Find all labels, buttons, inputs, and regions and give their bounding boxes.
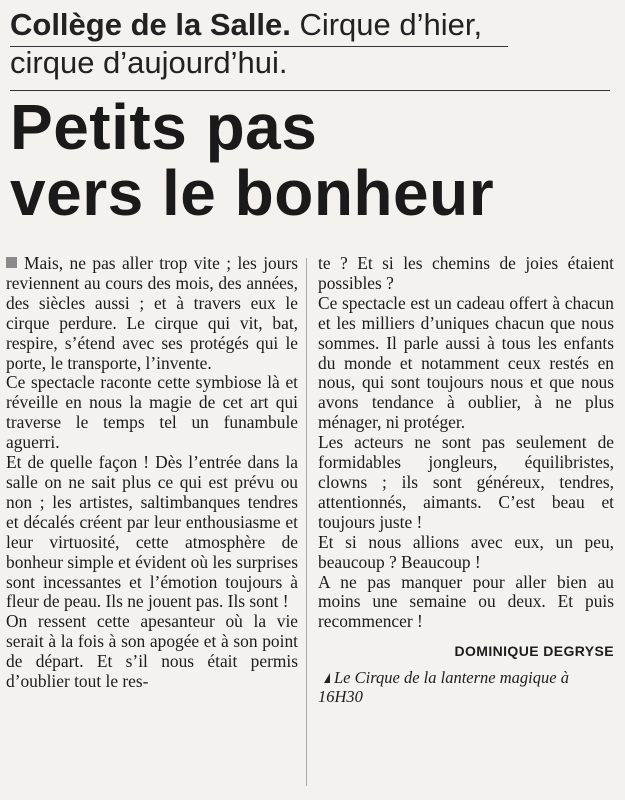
headline-line-2: vers le bonheur	[10, 157, 495, 229]
right-column	[318, 254, 614, 706]
author-byline: DOMINIQUE DEGRYSE	[454, 643, 614, 660]
paragraph: Ce spectacle est un cadeau offert à chacun et les milliers d’uniques chacun que nous sommes. Il parle aussi à tous les enfants du monde et notamment ceux restés en nous, qui sont toujours nous et que nous avons tendance à oublier, à ne plus ménager, ni protéger.	[318, 292, 614, 433]
kicker-rule	[10, 46, 508, 47]
paragraph: Les acteurs ne sont pas seulement de formidables jongleurs, équilibristes, clowns ; ils sont généreux, tendres, attentionnés, aimants. C’est beau et toujours juste !	[318, 432, 614, 532]
kicker-subtitle: Cirque d’hier, cirque d’aujourd’hui.	[10, 7, 483, 80]
paragraph: Et de quelle façon ! Dès l’entrée dans la salle on ne sait plus ce qui est prévu ou non ; les artistes, saltimbanques tendres et décalés créent par leur enthousiasme et leur virtuosité, cette atmosphère de bonheur simple et évident où les surprises sont incessantes et l’émotion toujours à fleur de peau. Ils ne jouent pas. Ils sont !	[6, 452, 298, 612]
paragraph-text: Mais, ne pas aller trop vite ; les jours reviennent au cours des mois, des années, des siècles aussi ; et à travers eux le cirque perdure. Le cirque qui vit, bat, respire, s’étend avec ses protégés qui le porte, le transporte, l’invente.	[6, 253, 298, 373]
kicker-school: Collège de la Salle.	[10, 7, 291, 42]
paragraph: On ressent cette apesanteur où la vie serait à la fois à son apogée et à son point de départ. Et s’il nous était permis d’oublier tout le res-	[6, 611, 298, 692]
bullet-square-icon	[6, 257, 17, 268]
kicker	[10, 6, 510, 82]
paragraph: te ? Et si les chemins de joies étaient possibles ?	[318, 253, 614, 293]
paragraph	[6, 254, 298, 373]
paragraph: A ne pas manquer pour aller bien au moins une semaine ou deux. Et puis recommencer !	[318, 571, 614, 632]
headline-line-1: Petits pas	[10, 91, 318, 163]
left-column	[6, 254, 298, 692]
paragraph: Et si nous allions avec eux, un peu, beaucoup ? Beaucoup !	[318, 531, 614, 572]
paragraph: Ce spectacle raconte cette symbiose là et réveille en nous la magie de cet art qui traverse le temps tel un funambule aguerri.	[6, 372, 298, 453]
photo-caption	[318, 668, 614, 706]
caption-text: Le Cirque de la lanterne magique à 16H30	[318, 668, 569, 707]
headline	[10, 91, 620, 229]
column-divider	[306, 258, 307, 786]
caption-arrow-icon	[318, 673, 330, 683]
